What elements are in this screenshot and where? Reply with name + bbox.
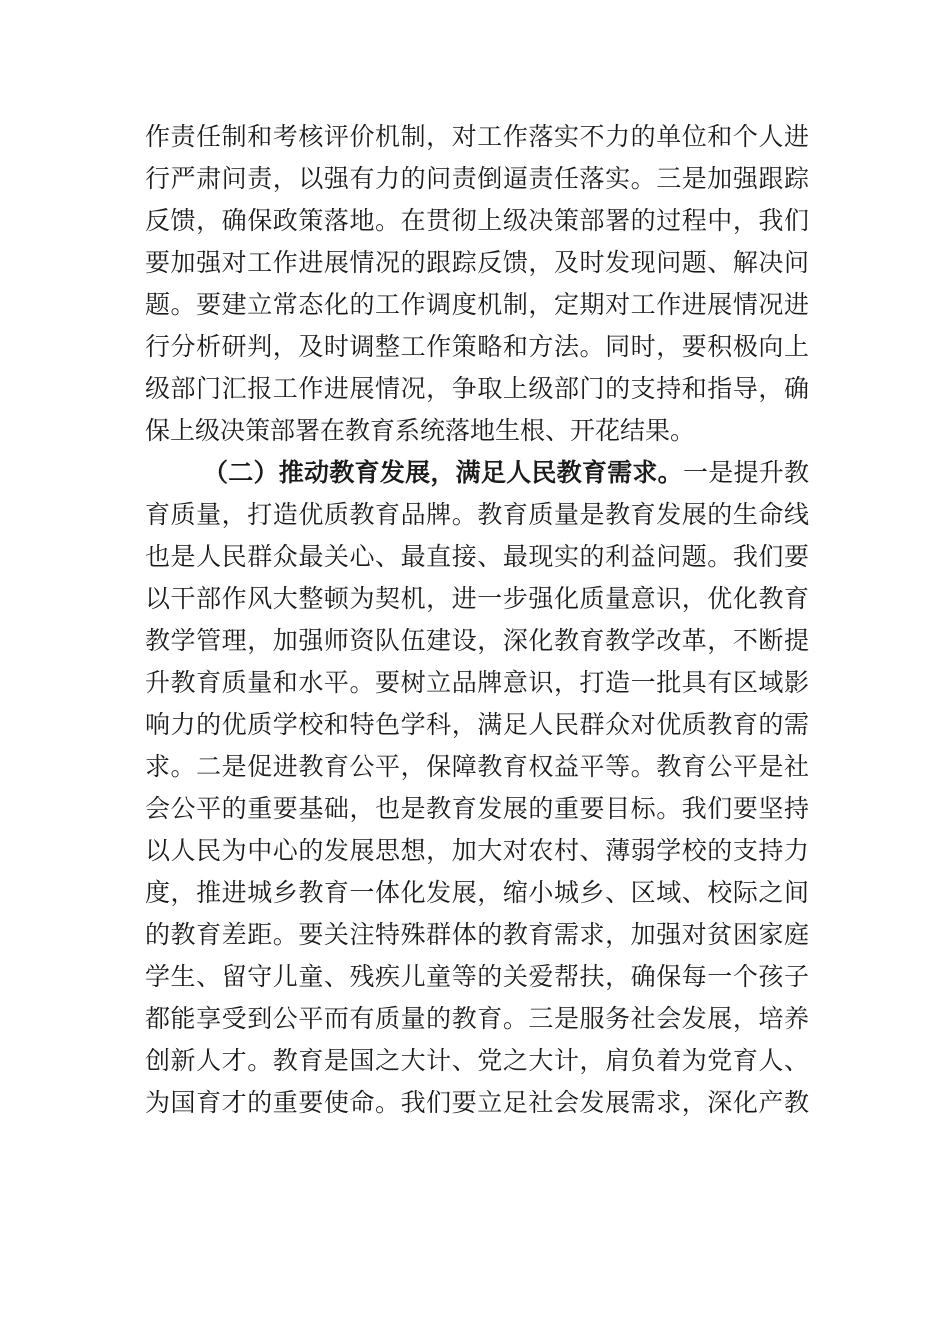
paragraph-text: 一是提升教 (682, 458, 809, 487)
section-heading-line (203, 456, 809, 490)
paragraph-line: 级部门汇报工作进展情况，争取上级部门的支持和指导，确 (145, 374, 809, 403)
paragraph-line: 题。要建立常态化的工作调度机制，定期对工作进展情况进 (145, 290, 809, 319)
paragraph-line: 反馈，确保政策落地。在贯彻上级决策部署的过程中，我们 (145, 206, 809, 235)
paragraph-line: 以人民为中心的发展思想，加大对农村、薄弱学校的支持力 (145, 836, 809, 865)
paragraph-line: 育质量，打造优质教育品牌。教育质量是教育发展的生命线 (145, 500, 809, 529)
paragraph-line: 为国育才的重要使命。我们要立足社会发展需求，深化产教 (145, 1088, 809, 1117)
paragraph-line: 教学管理，加强师资队伍建设，深化教育教学改革，不断提 (145, 626, 809, 655)
paragraph-line: 度，推进城乡教育一体化发展，缩小城乡、区域、校际之间 (145, 878, 809, 907)
paragraph-line: 也是人民群众最关心、最直接、最现实的利益问题。我们要 (145, 542, 809, 571)
paragraph-line: 学生、留守儿童、残疾儿童等的关爱帮扶，确保每一个孩子 (145, 962, 809, 991)
paragraph-line: 要加强对工作进展情况的跟踪反馈，及时发现问题、解决问 (145, 248, 809, 277)
section-heading: （二）推动教育发展，满足人民教育需求。 (203, 458, 683, 487)
paragraph-line: 的教育差距。要关注特殊群体的教育需求，加强对贫困家庭 (145, 920, 809, 949)
paragraph-line: 响力的优质学校和特色学科，满足人民群众对优质教育的需 (145, 710, 809, 739)
paragraph-line: 行分析研判，及时调整工作策略和方法。同时，要积极向上 (145, 332, 809, 361)
paragraph-line: 创新人才。教育是国之大计、党之大计，肩负着为党育人、 (145, 1046, 809, 1075)
paragraph-line: 求。二是促进教育公平，保障教育权益平等。教育公平是社 (145, 752, 809, 781)
paragraph-line: 会公平的重要基础，也是教育发展的重要目标。我们要坚持 (145, 794, 809, 823)
paragraph-line: 都能享受到公平而有质量的教育。三是服务社会发展，培养 (145, 1004, 809, 1033)
paragraph-line: 升教育质量和水平。要树立品牌意识，打造一批具有区域影 (145, 668, 809, 697)
paragraph-line: 以干部作风大整顿为契机，进一步强化质量意识，优化教育 (145, 584, 809, 613)
paragraph-line: 保上级决策部署在教育系统落地生根、开花结果。 (145, 416, 696, 445)
paragraph-line: 作责任制和考核评价机制，对工作落实不力的单位和个人进 (145, 122, 809, 151)
paragraph-line: 行严肃问责，以强有力的问责倒逼责任落实。三是加强跟踪 (145, 164, 809, 193)
